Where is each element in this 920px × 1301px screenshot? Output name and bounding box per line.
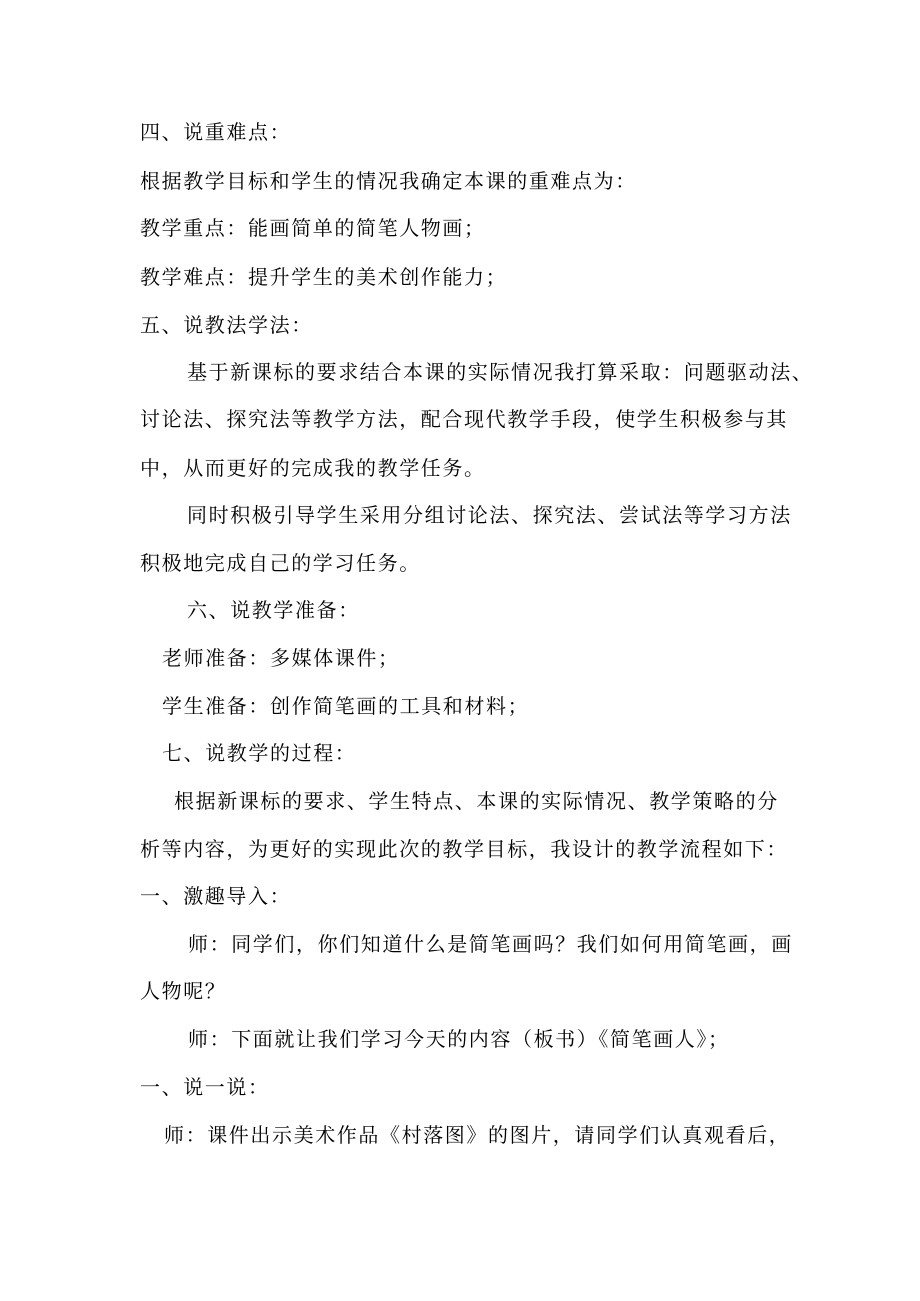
paragraph-line: 根据教学目标和学生的情况我确定本课的重难点为： (140, 169, 637, 193)
paragraph-line: 学生准备：创作简笔画的工具和材料； (162, 694, 530, 718)
paragraph-line: 老师准备：多媒体课件； (162, 646, 400, 670)
paragraph-line: 师：下面就让我们学习今天的内容（板书）《简笔画人》； (188, 1027, 730, 1051)
heading-teaching-preparation: 六、说教学准备： (187, 598, 360, 622)
heading-teaching-process: 七、说教学的过程： (162, 741, 357, 765)
paragraph-line: 积极地完成自己的学习任务。 (140, 551, 421, 575)
paragraph-line: 中，从而更好的完成我的教学任务。 (140, 456, 486, 480)
heading-discussion: 一、说一说： (140, 1075, 270, 1099)
paragraph-line: 根据新课标的要求、学生特点、本课的实际情况、教学策略的分 (174, 789, 779, 813)
paragraph-line: 教学重点：能画简单的简笔人物画； (140, 216, 486, 240)
heading-key-difficult-points: 四、说重难点： (140, 120, 292, 144)
paragraph-line: 讨论法、探究法等教学方法，配合现代教学手段，使学生积极参与其 (140, 407, 788, 431)
paragraph-line: 人物呢？ (140, 979, 227, 1003)
paragraph-line: 同时积极引导学生采用分组讨论法、探究法、尝试法等学习方法 (187, 503, 792, 527)
paragraph-line: 析等内容，为更好的实现此次的教学目标，我设计的教学流程如下： (140, 837, 788, 861)
paragraph-line: 基于新课标的要求结合本课的实际情况我打算采取：问题驱动法、 (187, 360, 814, 384)
paragraph-line: 师：课件出示美术作品《村落图》的图片，请同学们认真观看后， (164, 1123, 791, 1147)
paragraph-line: 教学难点：提升学生的美术创作能力； (140, 265, 508, 289)
paragraph-line: 师：同学们，你们知道什么是简笔画吗？我们如何用简笔画，画 (188, 932, 793, 956)
heading-teaching-methods: 五、说教法学法： (140, 313, 313, 337)
heading-introduction: 一、激趣导入： (140, 884, 292, 908)
